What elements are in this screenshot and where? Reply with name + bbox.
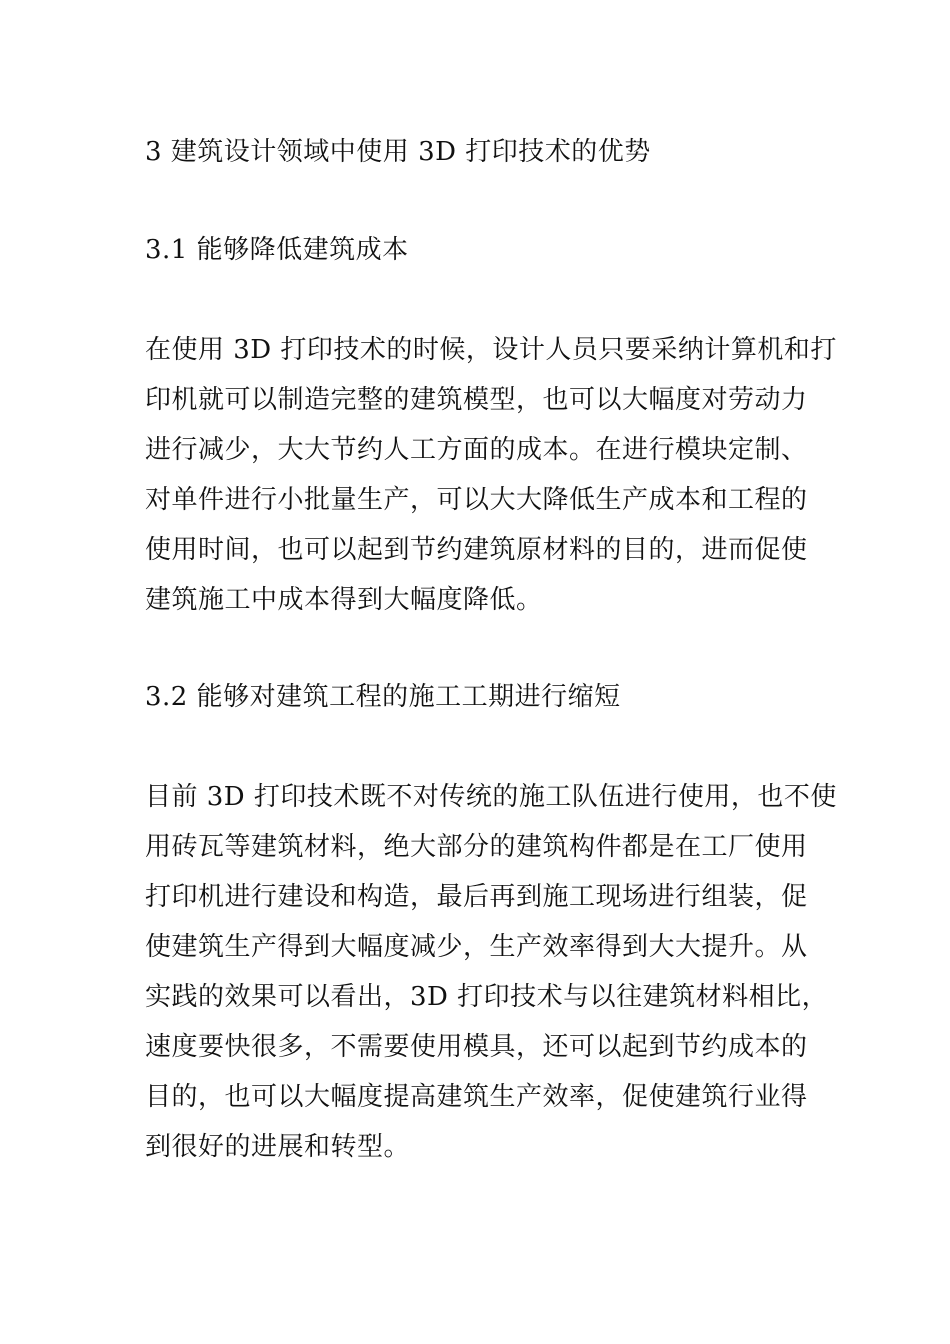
paragraph-cost — [145, 333, 837, 633]
paragraph-line: 在使用 3D 打印技术的时候，设计人员只要采纳计算机和打 — [145, 335, 837, 365]
paragraph-line: 实践的效果可以看出，3D 打印技术与以往建筑材料相比， — [145, 982, 829, 1012]
paragraph-line: 目前 3D 打印技术既不对传统的施工队伍进行使用，也不使 — [145, 782, 837, 812]
paragraph-line: 用砖瓦等建筑材料，绝大部分的建筑构件都是在工厂使用 — [145, 832, 808, 862]
paragraph-line: 建筑施工中成本得到大幅度降低。 — [145, 585, 543, 615]
paragraph-line: 到很好的进展和转型。 — [145, 1132, 411, 1162]
paragraph-line: 目的，也可以大幅度提高建筑生产效率，促使建筑行业得 — [145, 1082, 808, 1112]
subsection-heading-cost: 3.1 能够降低建筑成本 — [145, 235, 409, 265]
paragraph-schedule — [145, 780, 837, 1180]
paragraph-line: 印机就可以制造完整的建筑模型，也可以大幅度对劳动力 — [145, 385, 808, 415]
paragraph-line: 对单件进行小批量生产，可以大大降低生产成本和工程的 — [145, 485, 808, 515]
paragraph-line: 使用时间，也可以起到节约建筑原材料的目的，进而促使 — [145, 535, 808, 565]
paragraph-line: 打印机进行建设和构造，最后再到施工现场进行组装，促 — [145, 882, 808, 912]
section-heading: 3 建筑设计领域中使用 3D 打印技术的优势 — [145, 137, 651, 167]
paragraph-line: 速度要快很多，不需要使用模具，还可以起到节约成本的 — [145, 1032, 808, 1062]
paragraph-line: 进行减少，大大节约人工方面的成本。在进行模块定制、 — [145, 435, 808, 465]
subsection-heading-schedule: 3.2 能够对建筑工程的施工工期进行缩短 — [145, 682, 621, 712]
paragraph-line: 使建筑生产得到大幅度减少，生产效率得到大大提升。从 — [145, 932, 808, 962]
